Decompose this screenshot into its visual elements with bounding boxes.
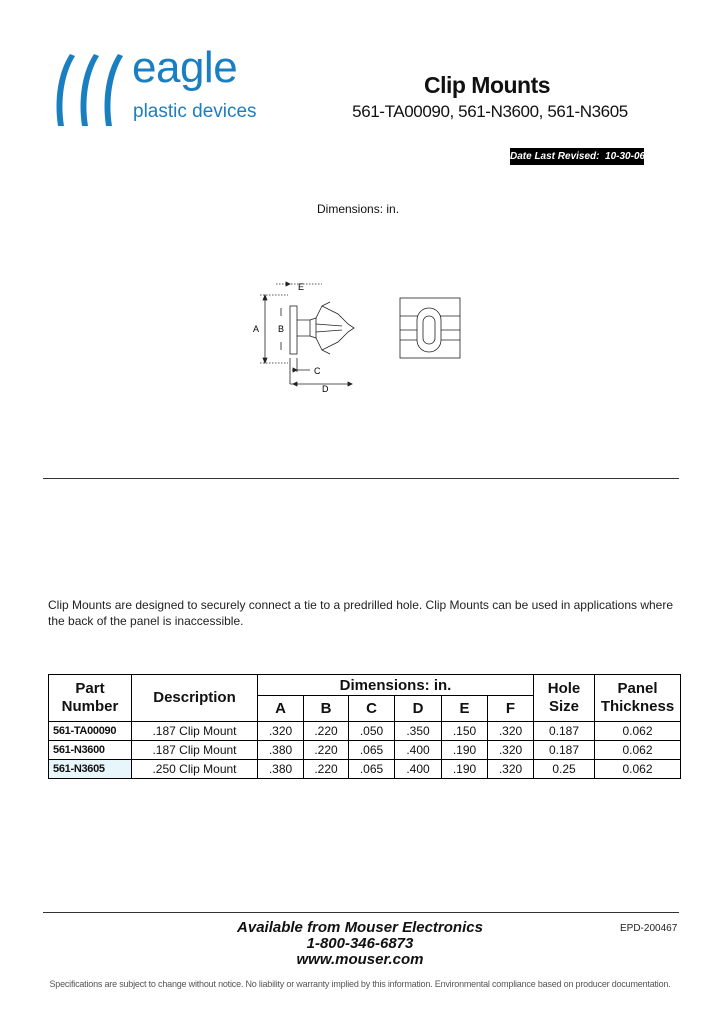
- header-panel-thickness: Panel Thickness: [595, 675, 681, 722]
- clip-mount-diagram: [250, 278, 470, 400]
- phone-number: 1-800-346-6873: [306, 935, 414, 952]
- dim-c-label: C: [314, 366, 321, 376]
- page-title: Clip Mounts: [423, 72, 551, 98]
- availability-block: [200, 920, 520, 968]
- specifications-table: [48, 674, 681, 779]
- header-dim-b: B: [304, 696, 349, 722]
- header-dimensions: Dimensions: in.: [258, 675, 534, 696]
- available-from: Available from Mouser Electronics: [237, 919, 483, 936]
- date-revised-badge: [510, 148, 644, 165]
- table-row: 561-N3600 .187 Clip Mount .380 .220 .065 .400 .190 .320 0.187 0.062: [49, 741, 681, 760]
- table-row: 561-N3605 .250 Clip Mount .380 .220 .065 .400 .190 .320 0.25 0.062: [49, 760, 681, 779]
- dim-a-label: A: [253, 324, 260, 334]
- header-part-number: Part Number: [49, 675, 132, 722]
- header-dim-d: D: [395, 696, 442, 722]
- header-dim-e: E: [442, 696, 488, 722]
- dim-d-label: D: [322, 384, 329, 394]
- eagle-logo-stripes-icon: [48, 50, 138, 130]
- revised-date: 10-30-06: [605, 151, 646, 162]
- arrow-up-icon: [263, 295, 267, 300]
- document-code: EPD-200467: [620, 923, 678, 934]
- logo-subtitle: plastic devices: [133, 101, 257, 122]
- divider-top: [43, 478, 679, 479]
- table-row: 561-TA00090 .187 Clip Mount .320 .220 .050 .350 .150 .320 0.187 0.062: [49, 722, 681, 741]
- header-dim-a: A: [258, 696, 304, 722]
- dim-e-label: E: [298, 282, 305, 292]
- divider-footer: [43, 912, 679, 913]
- website-link[interactable]: www.mouser.com: [296, 951, 424, 968]
- revised-label: Date Last Revised:: [510, 151, 600, 162]
- logo-wordmark: eagle: [132, 43, 238, 92]
- dimensions-label: Dimensions: in.: [317, 202, 400, 216]
- product-description: Clip Mounts are designed to securely connect a tie to a predrilled hole. Clip Mounts can be used in applications where the back of the panel is inaccessible.: [48, 598, 674, 628]
- dim-b-label: B: [278, 324, 285, 334]
- disclaimer: Specifications are subject to change without notice. No liability or warranty implied by this information. Environmental compliance based on producer documentation.: [49, 979, 671, 989]
- header-dim-f: F: [488, 696, 534, 722]
- header-hole-size: Hole Size: [534, 675, 595, 722]
- header-description: Description: [132, 675, 258, 722]
- arrow-down-icon: [263, 358, 267, 363]
- header-dim-c: C: [349, 696, 395, 722]
- part-numbers-subtitle: 561-TA00090, 561-N3600, 561-N3605: [352, 102, 628, 121]
